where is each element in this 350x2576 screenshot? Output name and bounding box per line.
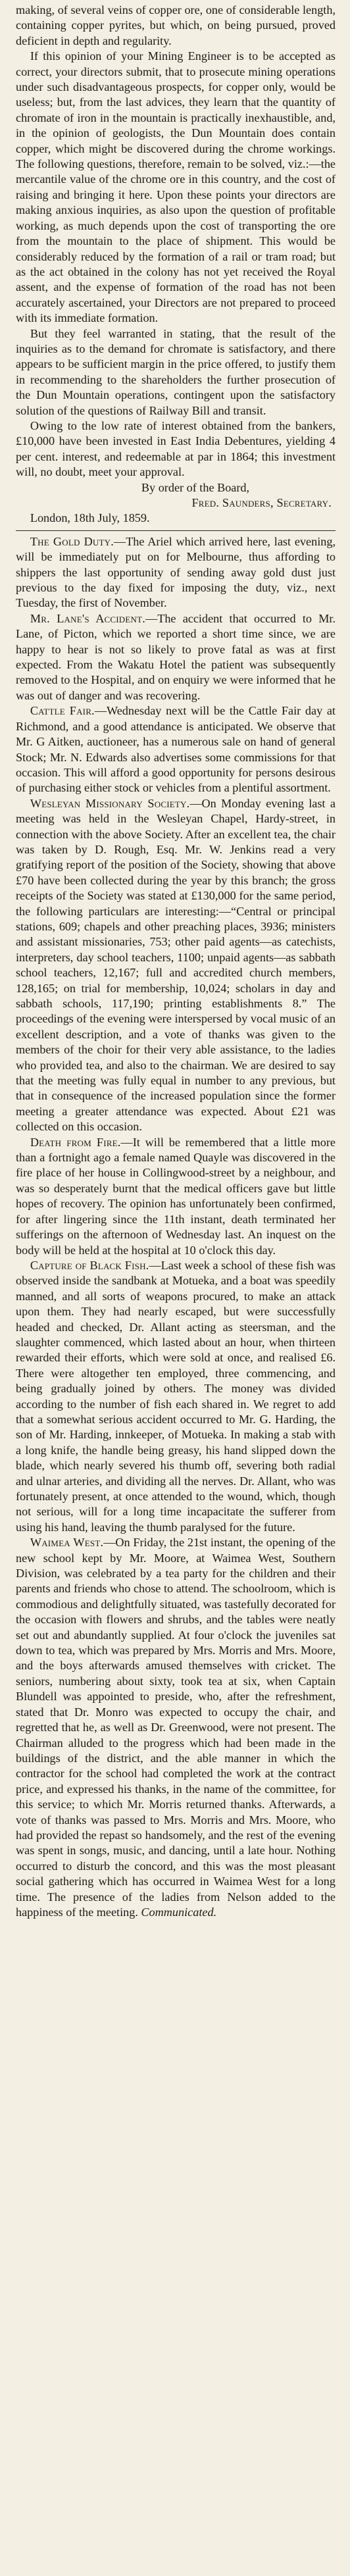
mining-para-1: making, of several veins of copper ore, one of considerable length, containing copper pyrites, but which, on being pursued, proved deficient in depth and regularity.	[16, 3, 336, 47]
news-body: —The Ariel which arrived here, last evening, will be immediately put on for Melbourne, thus affording to shippers the last opportunity of sending away gold dust just previous to the day fixed for imposing the duty, viz., next Tuesday, the first of November.	[16, 534, 336, 610]
mining-report-article	[16, 3, 336, 526]
mining-para-2: If this opinion of your Mining Engineer is to be accepted as correct, your directors submit, that to prosecute mining operations under such disadvantageous prospects, for copper only, would be useless; but, from the last advices, they learn that the quantity of chromate of iron in the mountain is practically inexhaustible, and, in the opinion of geologists, the Dun Mountain does contain copper, which might be discovered during the chrome workings. The following questions, therefore, remain to be solved, viz.:—the mercantile value of the chrome ore in this country, and the cost of raising and bringing it here. Upon these points your directors are making anxious inquiries, as also upon the question of profitable working, as much depends upon the cost of transporting the ore from the mountain to the place of shipment. This would be considerably reduced by the formation of a rail or tram road; but as the act obtained in the colony has not yet received the Royal assent, and the expense of formation of the road has not been accurately ascertained, your Directors are not prepared to proceed with its immediate formation.	[16, 49, 336, 325]
news-body: —On Monday evening last a meeting was held in the Wesleyan Chapel, Hardy-street, in connection with the above Society. After an excellent tea, the chair was taken by D. Rough, Esq. Mr. W. Jenkins read a very gratifying report of the position of the Society, showing that above £70 have been collected during the year by this branch; the gross receipts of the Society was stated at £130,000 for the same period, the following particulars are interesting:—“Central or principal stations, 609; chapels and other preaching places, 3936; ministers and assistant missionaries, 753; other paid agents—as catechists, interpreters, day school teachers, 1100; unpaid agents—as sabbath school teachers, 12,167; full and accredited church members, 128,165; on trial for membership, 10,024; scholars in day and sabbath schools, 117,190; printing establishments 8.” The proceedings of the evening were interspersed by vocal music of an excellent description, and a vote of thanks was given to the members of the choir for their very able assistance, to the ladies who provided tea, and also to the chairman. We are desired to say that the meeting was fully equal in number to any previous, but that in consequence of the increased population since the former meeting a greater attendance was expected. About £21 was collected on this occasion.	[16, 796, 336, 1134]
news-item-wesleyan-society	[16, 796, 336, 1135]
news-heading: Capture of Black Fish.	[30, 1258, 149, 1272]
news-heading: Death from Fire.	[30, 1135, 121, 1149]
section-divider	[16, 530, 336, 531]
mining-para-4: Owing to the low rate of interest obtained from the bankers, £10,000 have been invested in East India Debentures, yielding 4 per cent. interest, and redeemable at par in 1864; this investment will, no doubt, meet your approval.	[16, 418, 336, 479]
news-item-cattle-fair	[16, 703, 336, 796]
local-news	[16, 534, 336, 1921]
news-body: —The accident that occurred to Mr. Lane, of Picton, which we reported a short time since, we are happy to hear is not so likely to prove fatal as was at first expected. From the Wakatu Hotel the patient was subsequently removed to the Hospital, and on enquiry we were informed that he was out of danger and was recovering.	[16, 611, 336, 702]
news-item-gold-duty	[16, 534, 336, 611]
news-heading: The Gold Duty.	[30, 534, 114, 548]
news-body: —It will be remembered that a little more than a fortnight ago a female named Quayle was discovered in the fire place of her house in Collingwood-street by a neighbour, and was so desperately burnt that the medical officers gave but little hopes of recovery. The opinion has unfortunately been confirmed, for after lingering since the 11th instant, death terminated her sufferings on the afternoon of Wednesday last. An inquest on the body will be held at the hospital at 10 o'clock this day.	[16, 1135, 336, 1257]
news-heading: Waimea West.	[30, 1536, 104, 1550]
news-item-black-fish	[16, 1258, 336, 1535]
news-item-lane-accident	[16, 611, 336, 703]
news-heading: Wesleyan Missionary Society.	[30, 796, 190, 810]
news-item-waimea-west	[16, 1535, 336, 1920]
news-body: —Last week a school of these fish was observed inside the sandbank at Motueka, and a boat was speedily manned, and all sorts of weapons procured, to make an attack upon them. They had nearly escaped, but were successfully headed and checked, Dr. Allant acting as steersman, and the slaughter commenced, which lasted about an hour, when thirteen rewarded their efforts, which were sold at once, and realised £6. There were altogether ten employed, three commencing, and being gradually joined by others. The money was divided according to the number of fish each shared in. We regret to add that a somewhat serious accident occurred to Mr. G. Harding, the son of Mr. Harding, innkeeper, of Motueka. In making a stab with a long knife, the handle being greasy, his hand slipped down the blade, which nearly severed his thumb off, severing both radial and ulnar arteries, and dividing all the nerves. Dr. Allant, who was fortunately present, at once attended to the wound, which, though not serious, will for a long time incapacitate the sufferer from using his hand, leaving the thumb paralysed for the future.	[16, 1258, 336, 1534]
news-heading: Mr. Lane's Accident.	[30, 611, 146, 625]
dateline: London, 18th July, 1859.	[30, 511, 150, 525]
signature-secretary: Fred. Saunders, Secretary.	[191, 496, 332, 509]
news-body: —Wednesday next will be the Cattle Fair day at Richmond, and a good attendance is anticipated. We observe that Mr. G Aitken, auctioneer, has a numerous sale on hand of general Stock; Mr. N. Edwards also advertises some commissions for that occasion. This will afford a good opportunity for persons desirous of purchasing either stock or vehicles from a plentiful assortment.	[16, 704, 336, 795]
news-heading: Cattle Fair.	[30, 704, 95, 718]
news-item-death-from-fire	[16, 1135, 336, 1258]
mining-para-3: But they feel warranted in stating, that the result of the inquiries as to the demand for chromate is satisfactory, and there appears to be sufficient margin in the price offered, to justify them in recommending to the shareholders the further prosecution of the Dun Mountain operations, contingent upon the satisfactory solution of the questions of Railway Bill and transit.	[16, 326, 336, 417]
news-trailer: Communicated.	[141, 1905, 217, 1919]
signature-board: By order of the Board,	[141, 480, 250, 494]
news-body: —On Friday, the 21st instant, the opening of the new school kept by Mr. Moore, at Waimea West, Southern Division, was celebrated by a tea party for the children and their parents and friends who chose to attend. The schoolroom, which is commodious and delightfully situated, was tastefully decorated for the occasion with flowers and shrubs, and the tables were neatly set out and abundantly supplied. At four o'clock the juveniles sat down to tea, which was prepared by Mrs. Morris and Mrs. Moore, and the boys afterwards amused themselves with cricket. The seniors, numbering about sixty, took tea at six, when Captain Blundell was appointed to preside, who, after the refreshment, stated that Dr. Monro was expected to occupy the chair, and regretted that he, as well as Dr. Greenwood, were not present. The Chairman alluded to the progress which had been made in the buildings of the district, and the able manner in which the contractor for the school had completed the work at the contract price, and expressed his thanks, in the name of the committee, for this service; to which Mr. Morris returned thanks. Afterwards, a vote of thanks was passed to Mrs. Morris and Mrs. Moore, who had provided the repast so handsomely, and the rest of the evening was spent in songs, music, and dancing, until a late hour. Nothing occurred to disturb the concord, and this was the most pleasant social gathering which has occurred in Waimea West for a long time. The presence of the ladies from Nelson added to the happiness of the meeting.	[16, 1536, 336, 1919]
